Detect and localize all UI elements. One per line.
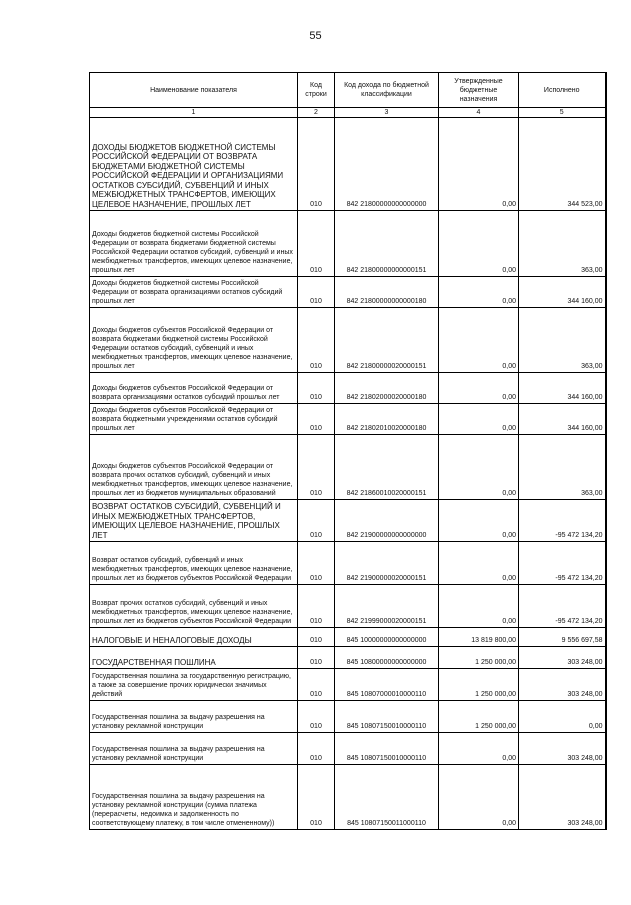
row-name: Государственная пошлина за выдачу разрешения на установку рекламной конструкции — [90, 733, 298, 765]
row-code: 010 — [298, 404, 335, 435]
row-approved: 0,00 — [439, 308, 519, 373]
row-code: 010 — [298, 277, 335, 308]
row-name: Доходы бюджетов субъектов Российской Федерации от возврата прочих остатков субсидий, субвенций и иных межбюджетных трансфертов, имеющих целевое назначение, прошлых лет из бюджетов муниципальных образований — [90, 435, 298, 500]
row-kbk: 842 21860010020000151 — [335, 435, 439, 500]
row-kbk: 842 21900000000000000 — [335, 500, 439, 542]
row-executed: 344 523,00 — [519, 118, 606, 211]
row-name: ДОХОДЫ БЮДЖЕТОВ БЮДЖЕТНОЙ СИСТЕМЫ РОССИЙСКОЙ ФЕДЕРАЦИИ ОТ ВОЗВРАТА БЮДЖЕТАМИ БЮДЖЕТНОЙ СИСТЕМЫ РОССИЙСКОЙ ФЕДЕРАЦИИ И ОРГАНИЗАЦИЯМИ ОСТАТКОВ СУБСИДИЙ, СУБВЕНЦИЙ И ИНЫХ МЕЖБЮДЖЕТНЫХ ТРАНСФЕРТОВ, ИМЕЮЩИХ ЦЕЛЕВОЕ НАЗНАЧЕНИЕ, ПРОШЛЫХ ЛЕТ — [90, 118, 298, 211]
table-row — [90, 500, 606, 542]
row-executed: -95 472 134,20 — [519, 585, 606, 628]
row-name: Государственная пошлина за выдачу разрешения на установку рекламной конструкции (сумма платежа (перерасчеты, недоимка и задолженность по соответствующему платежу, в том числе отмененному)) — [90, 765, 298, 830]
table-row — [90, 277, 606, 308]
row-kbk: 842 21800000000000000 — [335, 118, 439, 211]
row-code: 010 — [298, 308, 335, 373]
row-approved: 0,00 — [439, 765, 519, 830]
row-name: Доходы бюджетов бюджетной системы Российской Федерации от возврата организациями остатков субсидий прошлых лет — [90, 277, 298, 308]
row-executed: 303 248,00 — [519, 733, 606, 765]
row-name: Доходы бюджетов субъектов Российской Федерации от возврата бюджетами бюджетной системы Российской Федерации остатков субсидий, субвенций и иных межбюджетных трансфертов, имеющих целевое назначение, прошлых лет — [90, 308, 298, 373]
row-code: 010 — [298, 669, 335, 701]
row-name: Доходы бюджетов бюджетной системы Российской Федерации от возврата бюджетами бюджетной системы Российской Федерации остатков субсидий, субвенций и иных межбюджетных трансфертов, имеющих целевое назначение, прошлых лет — [90, 211, 298, 277]
row-approved: 0,00 — [439, 211, 519, 277]
column-number: 4 — [439, 108, 519, 118]
row-kbk: 842 21802000020000180 — [335, 373, 439, 404]
row-kbk: 845 10807150011000110 — [335, 765, 439, 830]
row-name: ВОЗВРАТ ОСТАТКОВ СУБСИДИЙ, СУБВЕНЦИЙ И ИНЫХ МЕЖБЮДЖЕТНЫХ ТРАНСФЕРТОВ, ИМЕЮЩИХ ЦЕЛЕВОЕ НАЗНАЧЕНИЕ, ПРОШЛЫХ ЛЕТ — [90, 500, 298, 542]
table-row — [90, 542, 606, 585]
row-code: 010 — [298, 585, 335, 628]
row-approved: 13 819 800,00 — [439, 628, 519, 647]
table-row — [90, 585, 606, 628]
row-approved: 0,00 — [439, 435, 519, 500]
row-approved: 0,00 — [439, 542, 519, 585]
column-number: 2 — [298, 108, 335, 118]
row-name: Возврат прочих остатков субсидий, субвенций и иных межбюджетных трансфертов, имеющих целевое назначение, прошлых лет из бюджетов субъектов Российской Федерации — [90, 585, 298, 628]
row-kbk: 842 21900000020000151 — [335, 542, 439, 585]
header-income-code: Код дохода по бюджетной классификации — [335, 73, 439, 108]
row-executed: -95 472 134,20 — [519, 500, 606, 542]
row-approved: 0,00 — [439, 118, 519, 211]
row-name: Доходы бюджетов субъектов Российской Федерации от возврата бюджетными учреждениями остатков субсидий прошлых лет — [90, 404, 298, 435]
row-approved: 1 250 000,00 — [439, 701, 519, 733]
row-executed: 363,00 — [519, 435, 606, 500]
row-approved: 0,00 — [439, 500, 519, 542]
row-code: 010 — [298, 435, 335, 500]
header-approved: Утвержденные бюджетные назначения — [439, 73, 519, 108]
row-kbk: 842 21802010020000180 — [335, 404, 439, 435]
table-row — [90, 404, 606, 435]
table-row — [90, 628, 606, 647]
row-kbk: 842 21800000020000151 — [335, 308, 439, 373]
row-code: 010 — [298, 500, 335, 542]
row-kbk: 845 10807150010000110 — [335, 701, 439, 733]
row-kbk: 842 21800000000000151 — [335, 211, 439, 277]
column-number: 3 — [335, 108, 439, 118]
row-code: 010 — [298, 628, 335, 647]
table-row — [90, 118, 606, 211]
row-name: Государственная пошлина за выдачу разрешения на установку рекламной конструкции — [90, 701, 298, 733]
table-row — [90, 435, 606, 500]
row-kbk: 845 10800000000000000 — [335, 647, 439, 669]
row-executed: 0,00 — [519, 701, 606, 733]
row-code: 010 — [298, 211, 335, 277]
table-row — [90, 669, 606, 701]
table-row — [90, 733, 606, 765]
row-executed: 344 160,00 — [519, 404, 606, 435]
row-name: Доходы бюджетов субъектов Российской Федерации от возврата организациями остатков субсидий прошлых лет — [90, 373, 298, 404]
row-approved: 0,00 — [439, 277, 519, 308]
row-code: 010 — [298, 542, 335, 585]
row-executed: 363,00 — [519, 211, 606, 277]
row-executed: 344 160,00 — [519, 277, 606, 308]
row-approved: 1 250 000,00 — [439, 647, 519, 669]
budget-report-table — [89, 72, 607, 830]
row-approved: 0,00 — [439, 373, 519, 404]
row-kbk: 842 21999000020000151 — [335, 585, 439, 628]
header-indicator-name: Наименование показателя — [90, 73, 298, 108]
row-code: 010 — [298, 118, 335, 211]
row-code: 010 — [298, 647, 335, 669]
table-row — [90, 373, 606, 404]
column-number: 5 — [519, 108, 606, 118]
table-row — [90, 701, 606, 733]
table-row — [90, 308, 606, 373]
row-kbk: 845 10000000000000000 — [335, 628, 439, 647]
row-name: Государственная пошлина за государственную регистрацию, а также за совершение прочих юридически значимых действий — [90, 669, 298, 701]
row-name: НАЛОГОВЫЕ И НЕНАЛОГОВЫЕ ДОХОДЫ — [90, 628, 298, 647]
row-approved: 0,00 — [439, 585, 519, 628]
row-executed: -95 472 134,20 — [519, 542, 606, 585]
row-code: 010 — [298, 765, 335, 830]
row-code: 010 — [298, 701, 335, 733]
row-kbk: 845 10807000010000110 — [335, 669, 439, 701]
row-kbk: 845 10807150010000110 — [335, 733, 439, 765]
table-row — [90, 765, 606, 830]
row-kbk: 842 21800000000000180 — [335, 277, 439, 308]
row-executed: 303 248,00 — [519, 647, 606, 669]
row-approved: 1 250 000,00 — [439, 669, 519, 701]
row-executed: 303 248,00 — [519, 765, 606, 830]
row-name: ГОСУДАРСТВЕННАЯ ПОШЛИНА — [90, 647, 298, 669]
table-header-row — [90, 73, 606, 108]
row-executed: 9 556 697,58 — [519, 628, 606, 647]
row-name: Возврат остатков субсидий, субвенций и иных межбюджетных трансфертов, имеющих целевое назначение, прошлых лет из бюджетов субъектов Российской Федерации — [90, 542, 298, 585]
row-code: 010 — [298, 373, 335, 404]
column-number: 1 — [90, 108, 298, 118]
row-executed: 344 160,00 — [519, 373, 606, 404]
row-approved: 0,00 — [439, 404, 519, 435]
column-numbers-row — [90, 108, 606, 118]
table-row — [90, 211, 606, 277]
row-executed: 303 248,00 — [519, 669, 606, 701]
row-executed: 363,00 — [519, 308, 606, 373]
header-line-code: Код строки — [298, 73, 335, 108]
row-approved: 0,00 — [439, 733, 519, 765]
page-number: 55 — [309, 30, 322, 42]
table-row — [90, 647, 606, 669]
header-executed: Исполнено — [519, 73, 606, 108]
row-code: 010 — [298, 733, 335, 765]
